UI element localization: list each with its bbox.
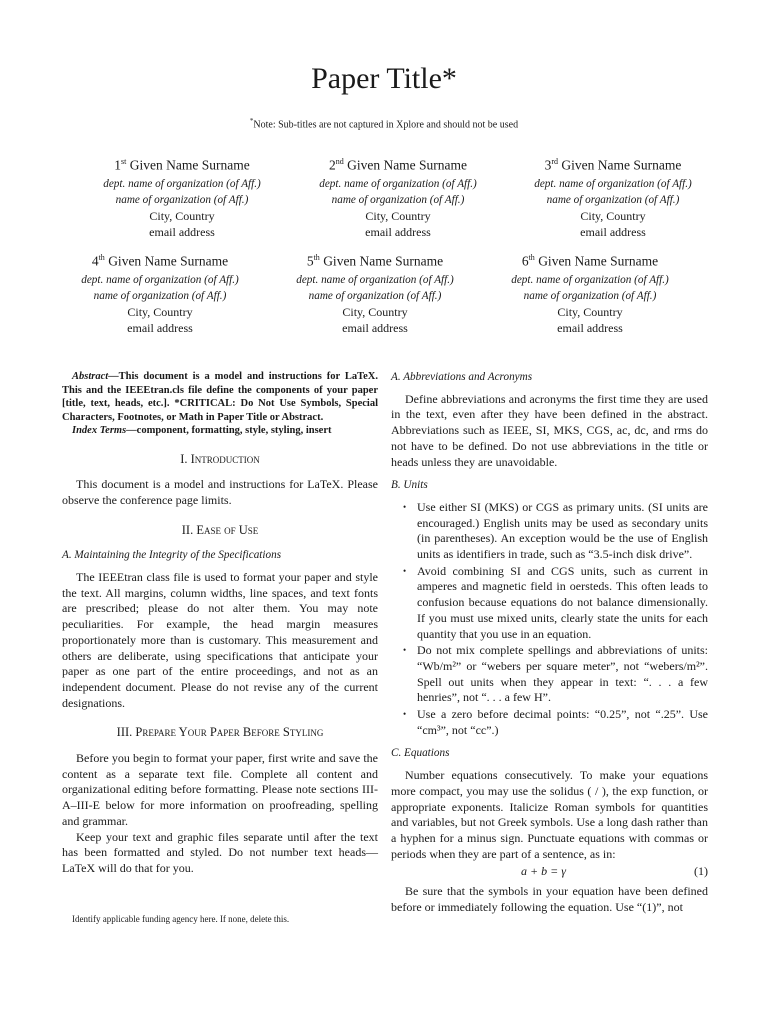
author-dept: dept. name of organization (of Aff.) <box>319 177 477 190</box>
author-city: City, Country <box>342 304 408 319</box>
author-city: City, Country <box>365 208 431 223</box>
index-terms-label: Index Terms <box>72 425 127 436</box>
subsection-heading: A. Abbreviations and Acronyms <box>391 371 533 383</box>
author-name: 6th Given Name Surname <box>521 253 659 269</box>
author-dept: dept. name of organization (of Aff.) <box>534 177 692 190</box>
author-block-3 <box>503 154 723 240</box>
author-name: 4th Given Name Surname <box>91 253 229 269</box>
title-note-mark: * <box>249 117 254 125</box>
abstract-label: Abstract <box>72 371 109 382</box>
author-email: email address <box>557 320 623 335</box>
index-terms-text: —component, formatting, style, styling, insert <box>126 425 332 436</box>
author-block-4 <box>50 250 270 336</box>
paragraph: Before you begin to format your paper, first write and save the content as a separate text file. Complete all content and organizational editing before formatting. Please note sections III-A–III-E below for more information on proofreading, spelling and grammar. <box>62 751 378 828</box>
author-block-2 <box>288 154 508 240</box>
funding-footnote: Identify applicable funding agency here. If none, delete this. <box>72 914 290 924</box>
list-item: • Do not mix complete spellings and abbreviations of units: “Wb/m²” or “webers per square meter”, not “webers/m²”. Spell out units when they appear in text: “. . . a few henries”, not “. . . a few H”. <box>417 643 708 706</box>
author-email: email address <box>342 320 408 335</box>
subsection-heading: B. Units <box>391 479 428 492</box>
author-org: name of organization (of Aff.) <box>546 193 680 206</box>
author-org: name of organization (of Aff.) <box>93 289 227 302</box>
subsection-heading: C. Equations <box>391 747 450 760</box>
paragraph: Number equations consecutively. To make your equations more compact, you may use the solidus ( / ), the exp function, or appropriate exponents. Italicize Roman symbols for quantities and variables, but not Greek symbols. Use a long dash rather than a hyphen for a minus sign. Punctuate equations with commas or periods when they are part of a sentence, as in: <box>391 768 708 861</box>
left-column <box>62 370 378 877</box>
author-name: 5th Given Name Surname <box>306 253 444 269</box>
equation-expression: a + b = γ <box>521 864 566 879</box>
section-heading: III. Prepare Your Paper Before Styling <box>116 725 324 740</box>
author-city: City, Country <box>127 304 193 319</box>
author-dept: dept. name of organization (of Aff.) <box>81 273 239 286</box>
author-name: 3rd Given Name Surname <box>544 157 682 173</box>
list-item: • Avoid combining SI and CGS units, such as current in amperes and magnetic field in oersteds. This often leads to confusion because equations do not balance dimensionally. If you must use mixed units, clearly state the units for each quantity that you use in an equation. <box>417 564 708 643</box>
author-block-5 <box>265 250 485 336</box>
author-email: email address <box>580 224 646 239</box>
author-name: 1st Given Name Surname <box>114 157 250 173</box>
author-name: 2nd Given Name Surname <box>328 157 468 173</box>
author-org: name of organization (of Aff.) <box>331 193 465 206</box>
author-email: email address <box>127 320 193 335</box>
title-note <box>0 117 768 130</box>
right-column <box>391 370 708 916</box>
author-city: City, Country <box>149 208 215 223</box>
author-dept: dept. name of organization (of Aff.) <box>103 177 261 190</box>
equation-number: (1) <box>694 864 708 879</box>
author-email: email address <box>365 224 431 239</box>
abstract <box>62 370 378 438</box>
author-dept: dept. name of organization (of Aff.) <box>511 273 669 286</box>
paragraph: Define abbreviations and acronyms the first time they are used in the text, even after they have been defined in the abstract. Abbreviations such as IEEE, SI, MKS, CGS, ac, dc, and rms do not have to be defined. Do not use abbreviations in the title or heads unless they are unavoidable. <box>391 391 708 469</box>
list-item: • Use a zero before decimal points: “0.25”, not “.25”. Use “cm³”, not “cc”.) <box>417 707 708 738</box>
author-dept: dept. name of organization (of Aff.) <box>296 273 454 286</box>
author-org: name of organization (of Aff.) <box>308 289 442 302</box>
paragraph: The IEEEtran class file is used to format your paper and style the text. All margins, column widths, line spaces, and text fonts are prescribed; please do not alter them. You may note peculiarities. For example, the head margin measures proportionately more than is customary. This measurement and others are deliberate, using specifications that anticipate your paper as one part of the entire proceedings, and not as an independent document. Please do not revise any of the current designations. <box>62 570 378 710</box>
list-item: • Use either SI (MKS) or CGS as primary units. (SI units are encouraged.) English units may be used as secondary units (in parentheses). An exception would be the use of English units as identifiers in trade, such as “3.5-inch disk drive”. <box>417 500 708 563</box>
abstract-text: —This document is a model and instructions for LaTeX. This and the IEEEtran.cls file define the components of your paper [title, text, heads, etc.]. *CRITICAL: Do Not Use Symbols, Special Characters, Footnotes, or Math in Paper Title or Abstract. <box>62 371 378 423</box>
author-city: City, Country <box>580 208 646 223</box>
paragraph: Be sure that the symbols in your equation have been defined before or immediately following the equation. Use “(1)”, not <box>391 884 708 915</box>
author-email: email address <box>149 224 215 239</box>
author-org: name of organization (of Aff.) <box>523 289 657 302</box>
subsection-heading: A. Maintaining the Integrity of the Specifications <box>62 549 282 562</box>
title-note-text: Note: Sub-titles are not captured in Xplore and should not be used <box>253 119 519 131</box>
author-block-6 <box>480 250 700 336</box>
author-block-1 <box>72 154 292 240</box>
author-city: City, Country <box>557 304 623 319</box>
paragraph: Keep your text and graphic files separate until after the text has been formatted and styled. Do not number text heads—LaTeX will do that for you. <box>62 829 378 875</box>
units-list <box>391 500 708 739</box>
equation <box>391 864 708 882</box>
section-heading: II. Ease of Use <box>181 522 259 537</box>
paragraph: This document is a model and instructions for LaTeX. Please observe the conference page limits. <box>62 477 378 507</box>
section-heading: I. Introduction <box>180 451 260 466</box>
paper-title: Paper Title* <box>311 62 457 95</box>
author-org: name of organization (of Aff.) <box>115 193 249 206</box>
